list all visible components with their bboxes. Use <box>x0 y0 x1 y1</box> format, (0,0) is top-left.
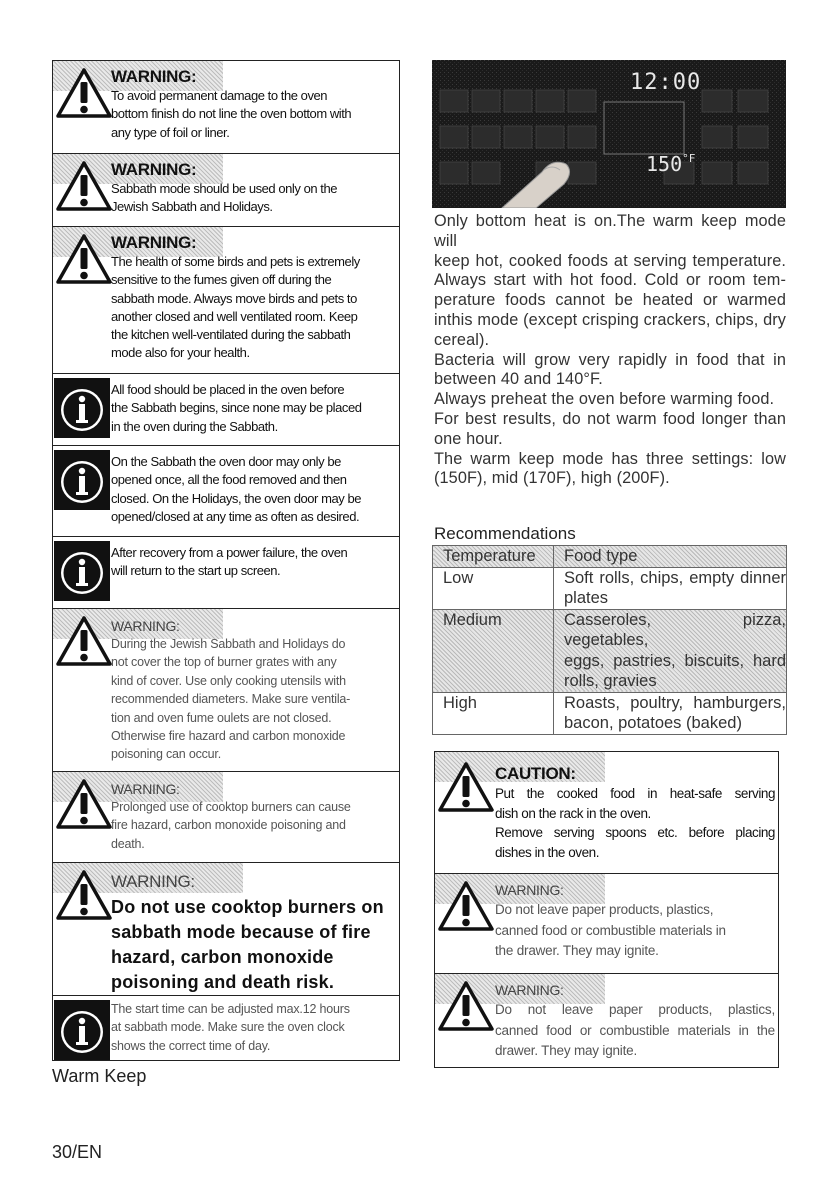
warning-text: Sabbath mode should be used only on the Jewish Sabbath and Holidays. <box>111 181 338 215</box>
temp-cell: Low <box>433 567 554 609</box>
table-row <box>433 567 787 609</box>
warning-title: WARNING: <box>111 233 197 252</box>
header-food-type: Food type <box>554 546 787 568</box>
info-icon <box>54 541 110 601</box>
header-temperature: Temperature <box>433 546 554 568</box>
warning-icon <box>55 160 113 212</box>
recommendations-table <box>432 545 787 735</box>
warning-foil <box>53 61 399 154</box>
display-temp: $150^{^\circ F}$ <box>646 152 696 176</box>
info-text: The start time can be adjusted max.12 hours at sabbath mode. Make sure the oven clock shows the correct time of day. <box>111 1002 350 1053</box>
warning-text: Do not leave paper products, plastics, canned food or combustible materials in the drawer. They may ignite. <box>495 1002 775 1058</box>
warning-prolonged-use <box>53 772 399 863</box>
warning-drawer-1 <box>435 874 778 974</box>
info-icon <box>54 378 110 438</box>
warning-pets <box>53 227 399 374</box>
warning-icon <box>437 761 495 813</box>
warning-sabbath-only <box>53 154 399 227</box>
warning-text: Do not leave paper products, plastics, canned food or combustible materials in the drawer. They may ignite. <box>495 902 726 958</box>
warning-title: WARNING: <box>495 882 564 898</box>
info-text: After recovery from a power failure, the oven will return to the start up screen. <box>111 545 348 579</box>
info-power-failure <box>53 537 399 609</box>
info-text: On the Sabbath the oven door may only be opened once, all the food removed and then closed. On the Holidays, the oven door may be opened/closed at any time as often as desired. <box>111 454 362 524</box>
left-notice-column <box>52 60 400 1061</box>
table-row <box>433 692 787 734</box>
warning-text: To avoid permanent damage to the oven bottom finish do not line the oven bottom with any type of foil or liner. <box>111 88 352 140</box>
warning-title: WARNING: <box>111 872 195 891</box>
info-food-placement <box>53 374 399 446</box>
warning-title: WARNING: <box>111 67 197 86</box>
recommendations-title: Recommendations <box>434 524 576 543</box>
info-text: All food should be placed in the oven before the Sabbath begins, since none may be placed in the oven during the Sabbath. <box>111 382 362 434</box>
info-icon <box>54 450 110 510</box>
caution-text: Put the cooked food in heat-safe serving dish on the rack in the oven. Remove serving spoons etc. before placing dishes in the oven. <box>495 786 775 860</box>
food-cell: Casseroles, pizza, vegetables, eggs, pastries, biscuits, hard rolls, gravies <box>554 609 787 692</box>
info-icon <box>54 1000 110 1060</box>
info-oven-door <box>53 446 399 537</box>
caution-title: CAUTION: <box>495 764 576 783</box>
temp-cell: High <box>433 692 554 734</box>
right-notice-column <box>434 751 779 1068</box>
warning-icon <box>55 233 113 285</box>
warning-icon <box>55 67 113 119</box>
warning-cooktop-sabbath <box>53 863 399 996</box>
control-panel-image <box>432 60 786 208</box>
temp-cell: Medium <box>433 609 554 692</box>
warning-text: During the Jewish Sabbath and Holidays do not cover the top of burner grates with any kind of cover. Use only cooking utensils with recommended diameters. Make sure ventila- tion and oven fume oulets are not closed. Otherwise fire hazard and carbon monoxide poisoning can occur. <box>111 637 351 762</box>
table-row <box>433 609 787 692</box>
food-cell: Roasts, poultry, hamburgers, bacon, potatoes (baked) <box>554 692 787 734</box>
section-heading: Warm Keep <box>52 1066 147 1086</box>
display-time: 12:00 <box>630 70 702 95</box>
warning-icon <box>55 778 113 830</box>
warning-title: WARNING: <box>111 160 197 179</box>
warning-icon <box>437 980 495 1032</box>
warning-icon <box>55 615 113 667</box>
warning-title: WARNING: <box>111 781 180 797</box>
warning-title: WARNING: <box>111 618 180 634</box>
page-number: 30/EN <box>52 1142 103 1162</box>
warning-title: WARNING: <box>495 982 564 998</box>
warning-icon <box>437 880 495 932</box>
caution-serving-dish <box>435 752 778 874</box>
warning-text: The health of some birds and pets is extremely sensitive to the fumes given off during the sabbath mode. Always move birds and pets to another closed and well ventilated room. Keep the kitchen well-ventilated during the sabbath mode also for your health. <box>111 254 360 361</box>
food-cell: Soft rolls, chips, empty dinner plates <box>554 567 787 609</box>
info-start-time <box>53 996 399 1060</box>
warm-keep-description: Only bottom heat is on.The warm keep mode will keep hot, cooked foods at serving temperature. Always start with hot food. Cold or room tem- perature foods cannot be heated or warmed inthis mode (except crisping crackers, chips, dry cereal). Bacteria will grow very rapidly in food that in between 40 and 140°F. Always preheat the oven before warming food. For best results, do not warm food longer than one hour. The warm keep mode has three settings: low (150F), mid (170F), high (200F). <box>434 212 786 488</box>
warning-burner-grates <box>53 609 399 772</box>
warning-text: Prolonged use of cooktop burners can cause fire hazard, carbon monoxide poisoning and death. <box>111 800 351 851</box>
control-panel-graphic <box>432 60 786 208</box>
warning-text: Do not use cooktop burners on sabbath mode because of fire hazard, carbon monoxide poisoning and death risk. <box>111 897 384 992</box>
warning-drawer-2 <box>435 974 778 1066</box>
warning-icon <box>55 869 113 921</box>
table-header-row <box>433 546 787 568</box>
